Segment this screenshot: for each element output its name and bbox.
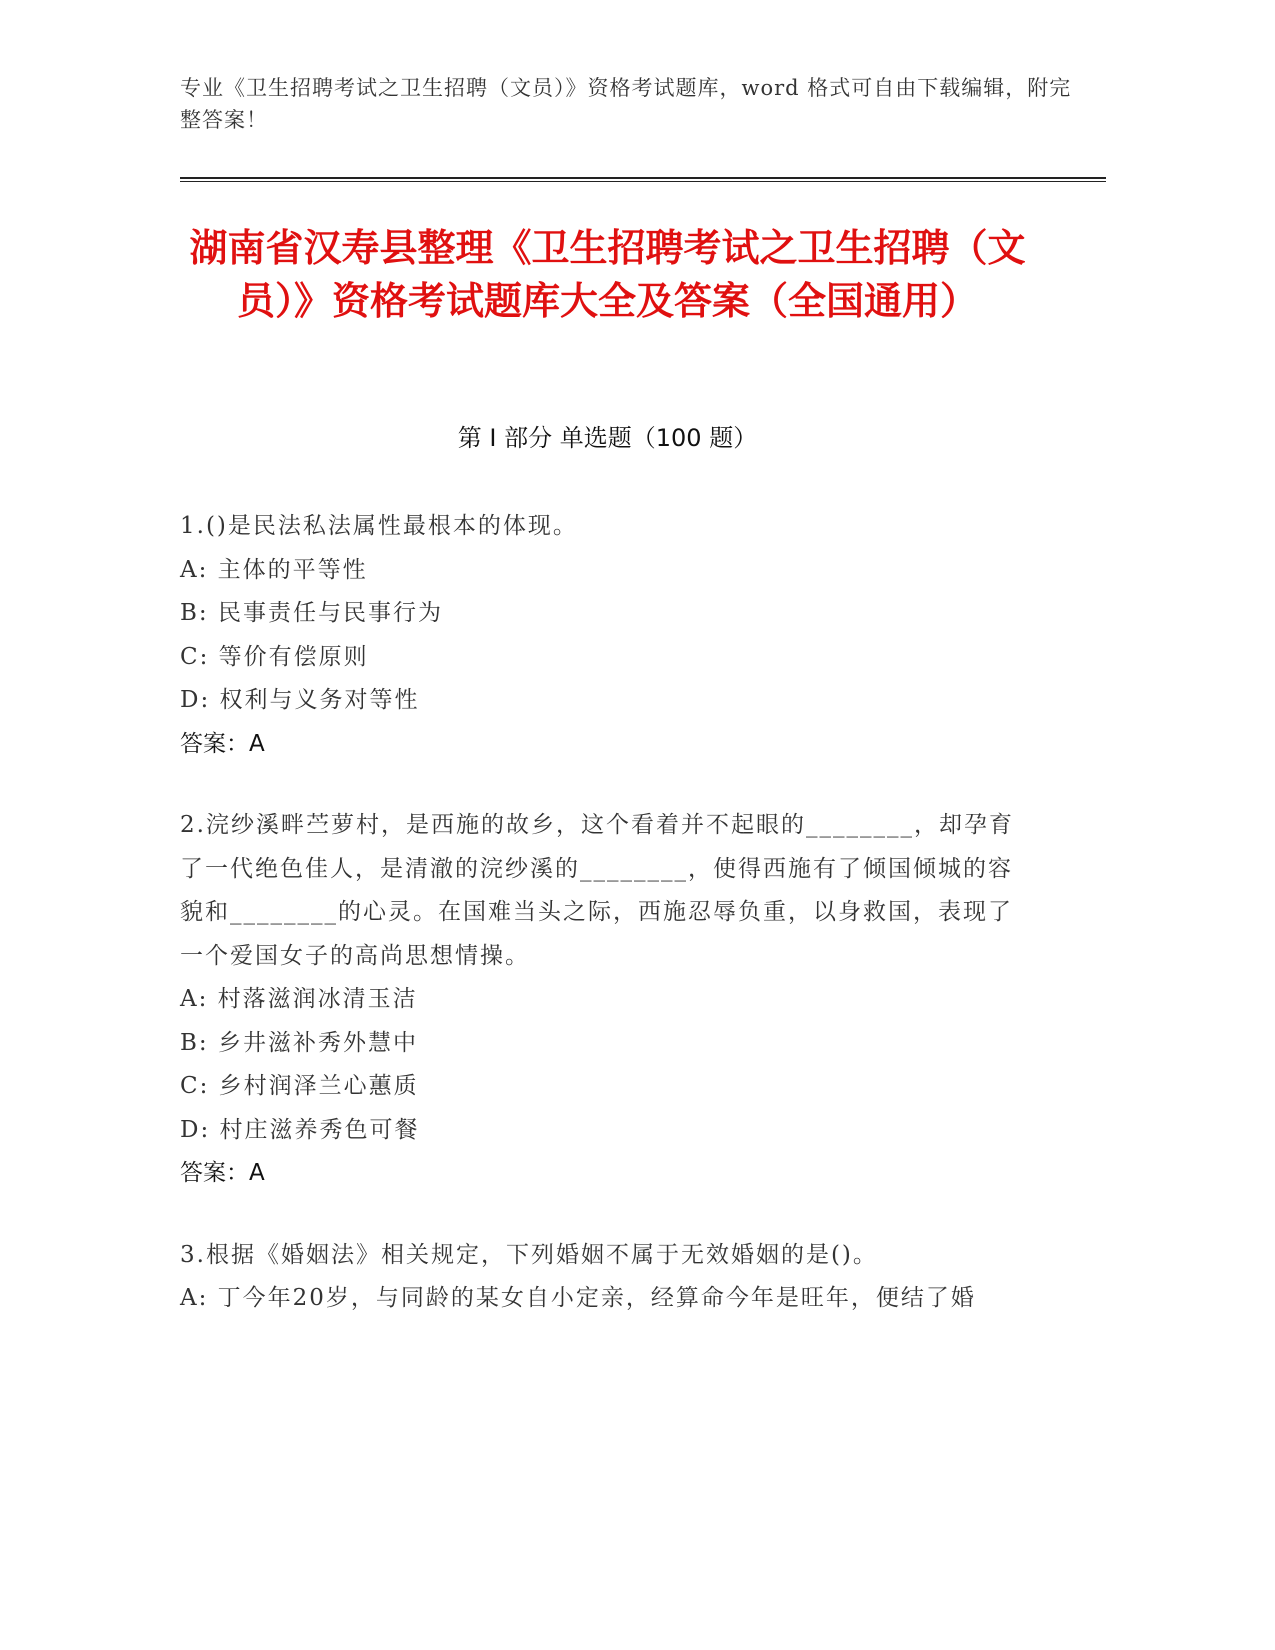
- option-a: A: 主体的平等性: [180, 556, 368, 583]
- header-divider-thick: [180, 177, 1106, 179]
- option-c: C: 等价有偿原则: [180, 643, 369, 670]
- question-stem: 1.()是民法私法属性最根本的体现。: [180, 513, 578, 539]
- document-title: 湖南省汉寿县整理《卫生招聘考试之卫生招聘（文员）》资格考试题库大全及答案（全国通用）: [189, 226, 1026, 323]
- question-1: [180, 505, 1020, 766]
- answer-line: 答案：A: [180, 730, 265, 757]
- question-stem: 3.根据《婚姻法》相关规定，下列婚姻不属于无效婚姻的是()。: [180, 1241, 878, 1268]
- option-b: B: 乡井滋补秀外慧中: [180, 1029, 418, 1056]
- question-2: [180, 804, 1020, 1196]
- option-a: A: 丁今年20岁，与同龄的某女自小定亲，经算命今年是旺年，便结了婚: [180, 1285, 976, 1311]
- option-d: D: 权利与义务对等性: [180, 687, 420, 713]
- question-3: [180, 1234, 1020, 1321]
- section-heading: 第 I 部分 单选题（100 题）: [457, 424, 758, 452]
- header-note: 专业《卫生招聘考试之卫生招聘（文员）》资格考试题库，word 格式可自由下载编辑，附完整答案！: [180, 76, 1072, 132]
- option-b: B: 民事责任与民事行为: [180, 600, 443, 626]
- header-divider-thin: [180, 181, 1106, 182]
- option-c: C: 乡村润泽兰心蕙质: [180, 1073, 419, 1099]
- question-list: [180, 505, 1020, 1359]
- answer-line: 答案：A: [180, 1160, 265, 1186]
- option-d: D: 村庄滋养秀色可餐: [180, 1116, 420, 1143]
- option-a: A: 村落滋润冰清玉洁: [180, 986, 418, 1012]
- question-stem: 2.浣纱溪畔苎萝村，是西施的故乡，这个看着并不起眼的________，却孕育了一代绝色佳人，是清澈的浣纱溪的________，使得西施有了倾国倾城的容貌和________的心灵。在国难当头之际，西施忍辱负重，以身救国，表现了一个爱国女子的高尚思想情操。: [180, 812, 1014, 969]
